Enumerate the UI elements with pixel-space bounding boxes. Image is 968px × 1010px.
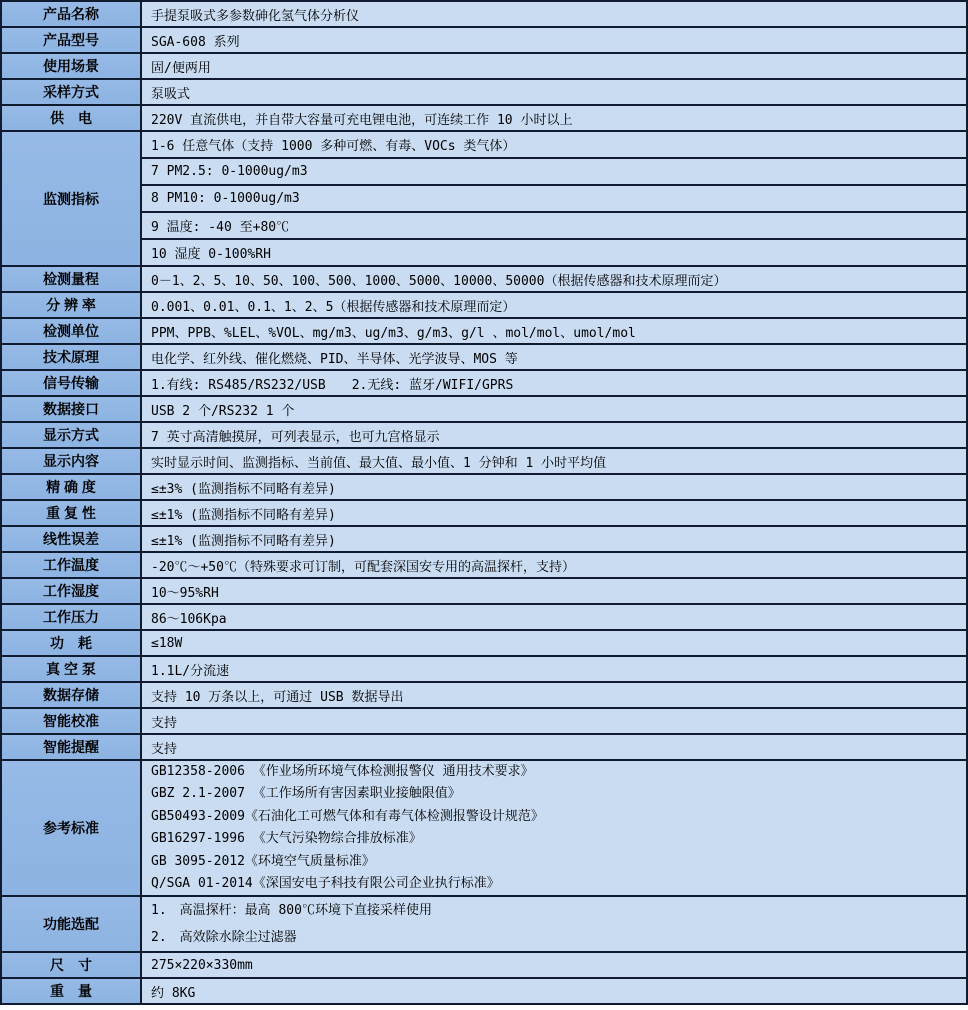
optional-feature-line: 2. 高效除水除尘过滤器 <box>151 930 297 946</box>
spec-value: ≤±1% (监测指标不同略有差异) <box>141 526 967 552</box>
spec-value: 1-6 任意气体（支持 1000 多种可燃、有毒、VOCs 类气体） <box>141 131 967 158</box>
spec-value: 7 英寸高清触摸屏，可列表显示，也可九宫格显示 <box>141 422 967 448</box>
spec-value: 固/便两用 <box>141 53 967 79</box>
spec-row-work-humidity <box>1 578 967 604</box>
spec-row-vacuum-pump <box>1 656 967 682</box>
spec-row-signal <box>1 370 967 396</box>
spec-value: ≤18W <box>141 630 967 656</box>
spec-value: PPM、PPB、%LEL、%VOL、mg/m3、ug/m3、g/m3、g/l 、mol/mol、umol/mol <box>141 318 967 344</box>
spec-value: 电化学、红外线、催化燃烧、PID、半导体、光学波导、MOS 等 <box>141 344 967 370</box>
spec-value: 7 PM2.5: 0-1000ug/m3 <box>141 158 967 185</box>
spec-label: 智能校准 <box>1 708 141 734</box>
spec-row-smart-calibration <box>1 708 967 734</box>
spec-row-display-mode <box>1 422 967 448</box>
reference-standard-line: GB 3095-2012《环境空气质量标准》 <box>151 853 375 869</box>
spec-value: 8 PM10: 0-1000ug/m3 <box>141 185 967 212</box>
spec-row-data-port <box>1 396 967 422</box>
spec-label: 工作温度 <box>1 552 141 578</box>
spec-value: USB 2 个/RS232 1 个 <box>141 396 967 422</box>
spec-subrow <box>1 239 967 266</box>
spec-row-sampling <box>1 79 967 105</box>
reference-standard-line: GB16297-1996 《大气污染物综合排放标准》 <box>151 831 422 847</box>
spec-value: 1.有线: RS485/RS232/USB 2.无线: 蓝牙/WIFI/GPRS <box>141 370 967 396</box>
spec-value: 10 湿度 0-100%RH <box>141 239 967 266</box>
spec-value: 支持 <box>141 734 967 760</box>
spec-row-principle <box>1 344 967 370</box>
spec-row-linearity <box>1 526 967 552</box>
spec-label: 工作压力 <box>1 604 141 630</box>
spec-label: 使用场景 <box>1 53 141 79</box>
spec-label: 信号传输 <box>1 370 141 396</box>
spec-label: 技术原理 <box>1 344 141 370</box>
spec-row-reference-standards <box>1 760 967 896</box>
spec-row-monitor-indicators <box>1 131 967 158</box>
spec-value <box>141 896 967 952</box>
spec-value: ≤±3% (监测指标不同略有差异) <box>141 474 967 500</box>
spec-row-dimensions <box>1 952 967 978</box>
spec-label: 检测量程 <box>1 266 141 292</box>
spec-value: ≤±1% (监测指标不同略有差异) <box>141 500 967 526</box>
spec-subrow <box>1 185 967 212</box>
reference-standard-line: GB12358-2006 《作业场所环境气体检测报警仪 通用技术要求》 <box>151 764 534 779</box>
spec-label: 数据接口 <box>1 396 141 422</box>
spec-subrow <box>1 212 967 239</box>
spec-value: 支持 10 万条以上，可通过 USB 数据导出 <box>141 682 967 708</box>
spec-row-accuracy <box>1 474 967 500</box>
spec-row-units <box>1 318 967 344</box>
spec-value: SGA-608 系列 <box>141 27 967 53</box>
spec-value: 9 温度: -40 至+80℃ <box>141 212 967 239</box>
spec-label: 功能选配 <box>1 896 141 952</box>
reference-standard-line: Q/SGA 01-2014《深国安电子科技有限公司企业执行标准》 <box>151 875 500 891</box>
spec-row-power-supply <box>1 105 967 131</box>
spec-row-smart-reminder <box>1 734 967 760</box>
spec-value: 约 8KG <box>141 978 967 1004</box>
spec-row-usage-scene <box>1 53 967 79</box>
spec-value: 手提泵吸式多参数砷化氢气体分析仪 <box>141 1 967 27</box>
spec-label: 分 辨 率 <box>1 292 141 318</box>
spec-value: 实时显示时间、监测指标、当前值、最大值、最小值、1 分钟和 1 小时平均值 <box>141 448 967 474</box>
spec-label: 智能提醒 <box>1 734 141 760</box>
spec-value <box>141 760 967 896</box>
spec-label: 数据存储 <box>1 682 141 708</box>
spec-value: -20℃～+50℃（特殊要求可订制，可配套深国安专用的高温探杆，支持） <box>141 552 967 578</box>
spec-label: 工作湿度 <box>1 578 141 604</box>
spec-label: 真 空 泵 <box>1 656 141 682</box>
reference-standard-line: GB50493-2009《石油化工可燃气体和有毒气体检测报警设计规范》 <box>151 808 544 824</box>
spec-row-work-pressure <box>1 604 967 630</box>
spec-value: 86～106Kpa <box>141 604 967 630</box>
spec-label: 参考标准 <box>1 760 141 896</box>
spec-row-work-temp <box>1 552 967 578</box>
reference-standard-line: GBZ 2.1-2007 《工作场所有害因素职业接触限值》 <box>151 786 461 802</box>
spec-value: 10～95%RH <box>141 578 967 604</box>
spec-row-resolution <box>1 292 967 318</box>
spec-value: 0－1、2、5、10、50、100、500、1000、5000、10000、50000（根据传感器和技术原理而定） <box>141 266 967 292</box>
optional-feature-line: 1. 高温探杆：最高 800℃环境下直接采样使用 <box>151 903 432 919</box>
spec-label: 重 复 性 <box>1 500 141 526</box>
spec-label: 显示方式 <box>1 422 141 448</box>
spec-row-product-name <box>1 1 967 27</box>
spec-label: 重 量 <box>1 978 141 1004</box>
spec-label: 供 电 <box>1 105 141 131</box>
spec-label: 精 确 度 <box>1 474 141 500</box>
spec-value: 泵吸式 <box>141 79 967 105</box>
spec-label: 采样方式 <box>1 79 141 105</box>
spec-value: 275×220×330mm <box>141 952 967 978</box>
spec-label: 产品型号 <box>1 27 141 53</box>
spec-subrow <box>1 158 967 185</box>
spec-row-weight <box>1 978 967 1004</box>
spec-label: 功 耗 <box>1 630 141 656</box>
spec-label: 尺 寸 <box>1 952 141 978</box>
spec-label: 线性误差 <box>1 526 141 552</box>
spec-row-optional-features <box>1 896 967 952</box>
spec-label: 产品名称 <box>1 1 141 27</box>
spec-row-repeatability <box>1 500 967 526</box>
spec-value: 0.001、0.01、0.1、1、2、5（根据传感器和技术原理而定） <box>141 292 967 318</box>
spec-value: 支持 <box>141 708 967 734</box>
spec-label: 检测单位 <box>1 318 141 344</box>
spec-label: 显示内容 <box>1 448 141 474</box>
spec-row-display-content <box>1 448 967 474</box>
spec-value: 220V 直流供电，并自带大容量可充电锂电池，可连续工作 10 小时以上 <box>141 105 967 131</box>
spec-row-power-consumption <box>1 630 967 656</box>
spec-row-model <box>1 27 967 53</box>
spec-row-data-storage <box>1 682 967 708</box>
spec-value: 1.1L/分流速 <box>141 656 967 682</box>
spec-label: 监测指标 <box>1 131 141 266</box>
spec-row-range <box>1 266 967 292</box>
